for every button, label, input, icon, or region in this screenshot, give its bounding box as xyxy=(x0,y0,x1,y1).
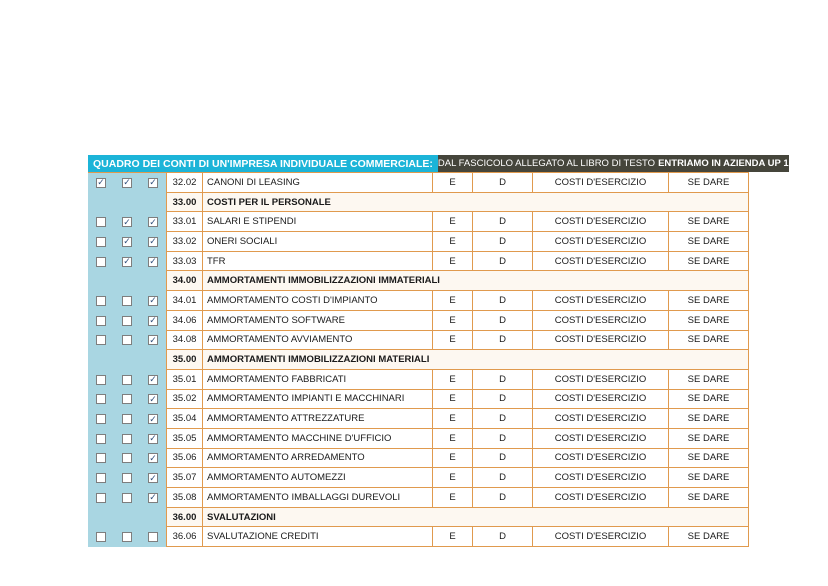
checkbox-cell xyxy=(140,390,166,410)
checkbox-cell xyxy=(114,173,140,193)
checkbox-cell xyxy=(88,350,114,370)
checkbox-cell xyxy=(140,232,166,252)
account-row xyxy=(88,429,749,449)
header xyxy=(88,155,789,172)
account-code: 32.02 xyxy=(166,173,202,192)
checkbox-cell xyxy=(140,409,166,429)
column-e-value: E xyxy=(432,409,472,428)
account-category: COSTI D'ESERCIZIO xyxy=(532,232,668,251)
checkbox-cell xyxy=(140,212,166,232)
checkbox-unchecked[interactable] xyxy=(96,493,106,503)
checkbox-cell xyxy=(114,311,140,331)
checkbox-strip xyxy=(88,252,166,272)
account-category: COSTI D'ESERCIZIO xyxy=(532,212,668,231)
checkbox-cell xyxy=(114,449,140,469)
section-name: AMMORTAMENTI IMMOBILIZZAZIONI IMMATERIALI xyxy=(202,271,748,290)
account-name: AMMORTAMENTO AVVIAMENTO xyxy=(202,331,432,350)
checkbox-cell xyxy=(140,370,166,390)
checkbox-unchecked[interactable] xyxy=(96,414,106,424)
account-code: 35.05 xyxy=(166,429,202,448)
section-row xyxy=(88,350,749,370)
column-d-value: D xyxy=(472,488,532,507)
checkbox-cell xyxy=(88,232,114,252)
checkbox-checked[interactable]: ✓ xyxy=(149,393,157,404)
account-code: 35.06 xyxy=(166,449,202,468)
column-e-value: E xyxy=(432,370,472,389)
row-cells xyxy=(166,527,749,547)
account-balance: SE DARE xyxy=(668,212,748,231)
account-category: COSTI D'ESERCIZIO xyxy=(532,370,668,389)
column-d-value: D xyxy=(472,449,532,468)
account-category: COSTI D'ESERCIZIO xyxy=(532,429,668,448)
row-cells xyxy=(166,212,749,232)
checkbox-unchecked[interactable] xyxy=(96,532,106,542)
account-row xyxy=(88,449,749,469)
row-cells xyxy=(166,429,749,449)
checkbox-cell xyxy=(88,252,114,272)
column-e-value: E xyxy=(432,173,472,192)
account-code: 33.01 xyxy=(166,212,202,231)
checkbox-cell xyxy=(88,390,114,410)
account-code: 34.08 xyxy=(166,331,202,350)
account-name: AMMORTAMENTO IMPIANTI E MACCHINARI xyxy=(202,390,432,409)
checkbox-cell xyxy=(114,252,140,272)
checkbox-cell xyxy=(88,488,114,508)
column-e-value: E xyxy=(432,488,472,507)
checkbox-cell xyxy=(88,331,114,351)
checkbox-strip xyxy=(88,429,166,449)
checkbox-cell xyxy=(140,291,166,311)
account-name: SVALUTAZIONE CREDITI xyxy=(202,527,432,546)
checkbox-cell xyxy=(114,527,140,547)
checkbox-cell xyxy=(140,252,166,272)
checkbox-checked[interactable]: ✓ xyxy=(149,236,157,247)
checkbox-unchecked[interactable] xyxy=(96,316,106,326)
checkbox-cell xyxy=(88,173,114,193)
checkbox-cell xyxy=(88,311,114,331)
checkbox-cell xyxy=(114,409,140,429)
checkbox-unchecked[interactable] xyxy=(122,335,132,345)
section-row xyxy=(88,193,749,213)
account-code: 35.01 xyxy=(166,370,202,389)
checkbox-cell xyxy=(88,508,114,528)
checkbox-cell xyxy=(140,271,166,291)
accounts-sheet xyxy=(88,155,789,547)
checkbox-unchecked[interactable] xyxy=(148,532,158,542)
account-balance: SE DARE xyxy=(668,291,748,310)
checkbox-unchecked[interactable] xyxy=(122,473,132,483)
column-d-value: D xyxy=(472,429,532,448)
checkbox-strip xyxy=(88,508,166,528)
account-category: COSTI D'ESERCIZIO xyxy=(532,173,668,192)
checkbox-cell xyxy=(114,429,140,449)
row-cells xyxy=(166,291,749,311)
row-cells xyxy=(166,488,749,508)
checkbox-unchecked[interactable] xyxy=(122,296,132,306)
checkbox-unchecked[interactable] xyxy=(122,493,132,503)
checkbox-strip xyxy=(88,193,166,213)
account-row xyxy=(88,291,749,311)
checkbox-unchecked[interactable] xyxy=(96,237,106,247)
account-category: COSTI D'ESERCIZIO xyxy=(532,311,668,330)
account-balance: SE DARE xyxy=(668,429,748,448)
account-name: AMMORTAMENTO SOFTWARE xyxy=(202,311,432,330)
checkbox-strip xyxy=(88,390,166,410)
checkbox-cell xyxy=(140,193,166,213)
checkbox-cell xyxy=(140,468,166,488)
checkbox-checked[interactable]: ✓ xyxy=(149,295,157,306)
account-code: 36.06 xyxy=(166,527,202,546)
account-code: 33.02 xyxy=(166,232,202,251)
account-name: TFR xyxy=(202,252,432,271)
checkbox-cell xyxy=(88,271,114,291)
row-cells xyxy=(166,311,749,331)
account-code: 33.03 xyxy=(166,252,202,271)
checkbox-unchecked[interactable] xyxy=(122,434,132,444)
account-name: AMMORTAMENTO COSTI D'IMPIANTO xyxy=(202,291,432,310)
checkbox-strip xyxy=(88,311,166,331)
account-category: COSTI D'ESERCIZIO xyxy=(532,291,668,310)
account-row xyxy=(88,409,749,429)
checkbox-checked[interactable]: ✓ xyxy=(149,492,157,503)
account-balance: SE DARE xyxy=(668,331,748,350)
checkbox-cell xyxy=(114,350,140,370)
account-category: COSTI D'ESERCIZIO xyxy=(532,409,668,428)
column-e-value: E xyxy=(432,252,472,271)
checkbox-unchecked[interactable] xyxy=(122,375,132,385)
account-name: AMMORTAMENTO IMBALLAGGI DUREVOLI xyxy=(202,488,432,507)
checkbox-unchecked[interactable] xyxy=(96,434,106,444)
column-e-value: E xyxy=(432,291,472,310)
row-cells xyxy=(166,173,749,193)
account-row xyxy=(88,212,749,232)
row-cells xyxy=(166,350,749,370)
section-row xyxy=(88,271,749,291)
column-e-value: E xyxy=(432,232,472,251)
account-category: COSTI D'ESERCIZIO xyxy=(532,527,668,546)
account-row xyxy=(88,390,749,410)
checkbox-checked[interactable]: ✓ xyxy=(123,236,131,247)
checkbox-checked[interactable]: ✓ xyxy=(149,374,157,385)
account-row xyxy=(88,173,749,193)
checkbox-unchecked[interactable] xyxy=(96,335,106,345)
checkbox-cell xyxy=(140,449,166,469)
section-row xyxy=(88,508,749,528)
subtitle-bold-text: ENTRIAMO IN AZIENDA UP 1 xyxy=(658,158,789,169)
checkbox-cell xyxy=(114,488,140,508)
checkbox-strip xyxy=(88,212,166,232)
account-category: COSTI D'ESERCIZIO xyxy=(532,449,668,468)
account-name: AMMORTAMENTO MACCHINE D'UFFICIO xyxy=(202,429,432,448)
account-category: COSTI D'ESERCIZIO xyxy=(532,252,668,271)
checkbox-cell xyxy=(88,212,114,232)
checkbox-checked[interactable]: ✓ xyxy=(149,315,157,326)
account-name: CANONI DI LEASING xyxy=(202,173,432,192)
checkbox-cell xyxy=(114,291,140,311)
checkbox-checked[interactable]: ✓ xyxy=(149,177,157,188)
checkbox-cell xyxy=(140,311,166,331)
account-balance: SE DARE xyxy=(668,252,748,271)
column-d-value: D xyxy=(472,291,532,310)
checkbox-strip xyxy=(88,409,166,429)
account-name: AMMORTAMENTO AUTOMEZZI xyxy=(202,468,432,487)
account-balance: SE DARE xyxy=(668,527,748,546)
row-cells xyxy=(166,271,749,291)
checkbox-unchecked[interactable] xyxy=(96,375,106,385)
checkbox-checked[interactable]: ✓ xyxy=(149,216,157,227)
checkbox-checked[interactable]: ✓ xyxy=(149,334,157,345)
checkbox-checked[interactable]: ✓ xyxy=(123,216,131,227)
account-row xyxy=(88,252,749,272)
column-d-value: D xyxy=(472,390,532,409)
account-code: 35.08 xyxy=(166,488,202,507)
row-cells xyxy=(166,193,749,213)
checkbox-strip xyxy=(88,370,166,390)
section-code: 35.00 xyxy=(166,350,202,369)
column-e-value: E xyxy=(432,212,472,231)
checkbox-cell xyxy=(88,468,114,488)
section-name: SVALUTAZIONI xyxy=(202,508,748,527)
row-cells xyxy=(166,252,749,272)
account-category: COSTI D'ESERCIZIO xyxy=(532,331,668,350)
checkbox-checked[interactable]: ✓ xyxy=(149,256,157,267)
checkbox-checked[interactable]: ✓ xyxy=(149,433,157,444)
checkbox-cell xyxy=(140,331,166,351)
section-name: COSTI PER IL PERSONALE xyxy=(202,193,748,212)
account-category: COSTI D'ESERCIZIO xyxy=(532,390,668,409)
column-e-value: E xyxy=(432,390,472,409)
checkbox-checked[interactable]: ✓ xyxy=(97,177,105,188)
checkbox-cell xyxy=(140,488,166,508)
checkbox-checked[interactable]: ✓ xyxy=(123,177,131,188)
checkbox-cell xyxy=(140,527,166,547)
account-row xyxy=(88,488,749,508)
account-balance: SE DARE xyxy=(668,449,748,468)
account-code: 35.04 xyxy=(166,409,202,428)
header-subtitle xyxy=(438,155,789,172)
checkbox-checked[interactable]: ✓ xyxy=(123,256,131,267)
account-code: 34.01 xyxy=(166,291,202,310)
account-balance: SE DARE xyxy=(668,409,748,428)
column-d-value: D xyxy=(472,311,532,330)
account-code: 35.07 xyxy=(166,468,202,487)
account-row xyxy=(88,331,749,351)
account-balance: SE DARE xyxy=(668,173,748,192)
checkbox-cell xyxy=(114,468,140,488)
checkbox-strip xyxy=(88,449,166,469)
column-e-value: E xyxy=(432,429,472,448)
checkbox-cell xyxy=(88,370,114,390)
checkbox-strip xyxy=(88,173,166,193)
checkbox-cell xyxy=(114,390,140,410)
account-balance: SE DARE xyxy=(668,311,748,330)
account-row xyxy=(88,527,749,547)
column-e-value: E xyxy=(432,468,472,487)
account-row xyxy=(88,370,749,390)
checkbox-unchecked[interactable] xyxy=(96,217,106,227)
row-cells xyxy=(166,331,749,351)
column-d-value: D xyxy=(472,527,532,546)
account-code: 35.02 xyxy=(166,390,202,409)
column-d-value: D xyxy=(472,331,532,350)
checkbox-cell xyxy=(140,508,166,528)
checkbox-unchecked[interactable] xyxy=(122,532,132,542)
checkbox-cell xyxy=(114,212,140,232)
row-cells xyxy=(166,468,749,488)
account-name: ONERI SOCIALI xyxy=(202,232,432,251)
checkbox-cell xyxy=(88,193,114,213)
checkbox-strip xyxy=(88,232,166,252)
checkbox-checked[interactable]: ✓ xyxy=(149,413,157,424)
checkbox-unchecked[interactable] xyxy=(122,414,132,424)
column-d-value: D xyxy=(472,212,532,231)
account-row xyxy=(88,468,749,488)
column-d-value: D xyxy=(472,370,532,389)
section-code: 34.00 xyxy=(166,271,202,290)
checkbox-strip xyxy=(88,350,166,370)
account-balance: SE DARE xyxy=(668,468,748,487)
checkbox-unchecked[interactable] xyxy=(96,257,106,267)
account-name: AMMORTAMENTO ATTREZZATURE xyxy=(202,409,432,428)
checkbox-unchecked[interactable] xyxy=(96,296,106,306)
account-category: COSTI D'ESERCIZIO xyxy=(532,488,668,507)
account-row xyxy=(88,311,749,331)
row-cells xyxy=(166,409,749,429)
account-name: SALARI E STIPENDI xyxy=(202,212,432,231)
checkbox-strip xyxy=(88,488,166,508)
row-cells xyxy=(166,232,749,252)
checkbox-strip xyxy=(88,527,166,547)
account-balance: SE DARE xyxy=(668,390,748,409)
checkbox-cell xyxy=(114,508,140,528)
checkbox-unchecked[interactable] xyxy=(122,394,132,404)
checkbox-cell xyxy=(88,449,114,469)
column-d-value: D xyxy=(472,468,532,487)
subtitle-text: DAL FASCICOLO ALLEGATO AL LIBRO DI TESTO xyxy=(437,158,656,169)
checkbox-cell xyxy=(140,173,166,193)
section-code: 36.00 xyxy=(166,508,202,527)
column-d-value: D xyxy=(472,173,532,192)
checkbox-cell xyxy=(88,291,114,311)
column-d-value: D xyxy=(472,252,532,271)
account-balance: SE DARE xyxy=(668,488,748,507)
row-cells xyxy=(166,508,749,528)
row-cells xyxy=(166,370,749,390)
column-d-value: D xyxy=(472,232,532,251)
row-cells xyxy=(166,449,749,469)
checkbox-cell xyxy=(114,232,140,252)
account-balance: SE DARE xyxy=(668,232,748,251)
checkbox-strip xyxy=(88,331,166,351)
checkbox-cell xyxy=(114,271,140,291)
account-row xyxy=(88,232,749,252)
section-name: AMMORTAMENTI IMMOBILIZZAZIONI MATERIALI xyxy=(202,350,748,369)
checkbox-cell xyxy=(88,527,114,547)
column-e-value: E xyxy=(432,311,472,330)
checkbox-unchecked[interactable] xyxy=(122,316,132,326)
row-cells xyxy=(166,390,749,410)
checkbox-cell xyxy=(114,370,140,390)
checkbox-unchecked[interactable] xyxy=(96,473,106,483)
checkbox-checked[interactable]: ✓ xyxy=(149,452,157,463)
checkbox-strip xyxy=(88,291,166,311)
column-e-value: E xyxy=(432,527,472,546)
checkbox-cell xyxy=(140,350,166,370)
table-rows xyxy=(88,172,749,547)
checkbox-unchecked[interactable] xyxy=(96,453,106,463)
column-d-value: D xyxy=(472,409,532,428)
checkbox-unchecked[interactable] xyxy=(122,453,132,463)
column-e-value: E xyxy=(432,331,472,350)
account-name: AMMORTAMENTO ARREDAMENTO xyxy=(202,449,432,468)
column-e-value: E xyxy=(432,449,472,468)
checkbox-cell xyxy=(114,331,140,351)
account-category: COSTI D'ESERCIZIO xyxy=(532,468,668,487)
account-code: 34.06 xyxy=(166,311,202,330)
account-name: AMMORTAMENTO FABBRICATI xyxy=(202,370,432,389)
account-balance: SE DARE xyxy=(668,370,748,389)
page-title: QUADRO DEI CONTI DI UN'IMPRESA INDIVIDUALE COMMERCIALE: xyxy=(88,155,438,172)
checkbox-cell xyxy=(140,429,166,449)
checkbox-cell xyxy=(88,429,114,449)
checkbox-strip xyxy=(88,271,166,291)
section-code: 33.00 xyxy=(166,193,202,212)
checkbox-unchecked[interactable] xyxy=(96,394,106,404)
checkbox-cell xyxy=(88,409,114,429)
checkbox-strip xyxy=(88,468,166,488)
checkbox-cell xyxy=(114,193,140,213)
checkbox-checked[interactable]: ✓ xyxy=(149,472,157,483)
